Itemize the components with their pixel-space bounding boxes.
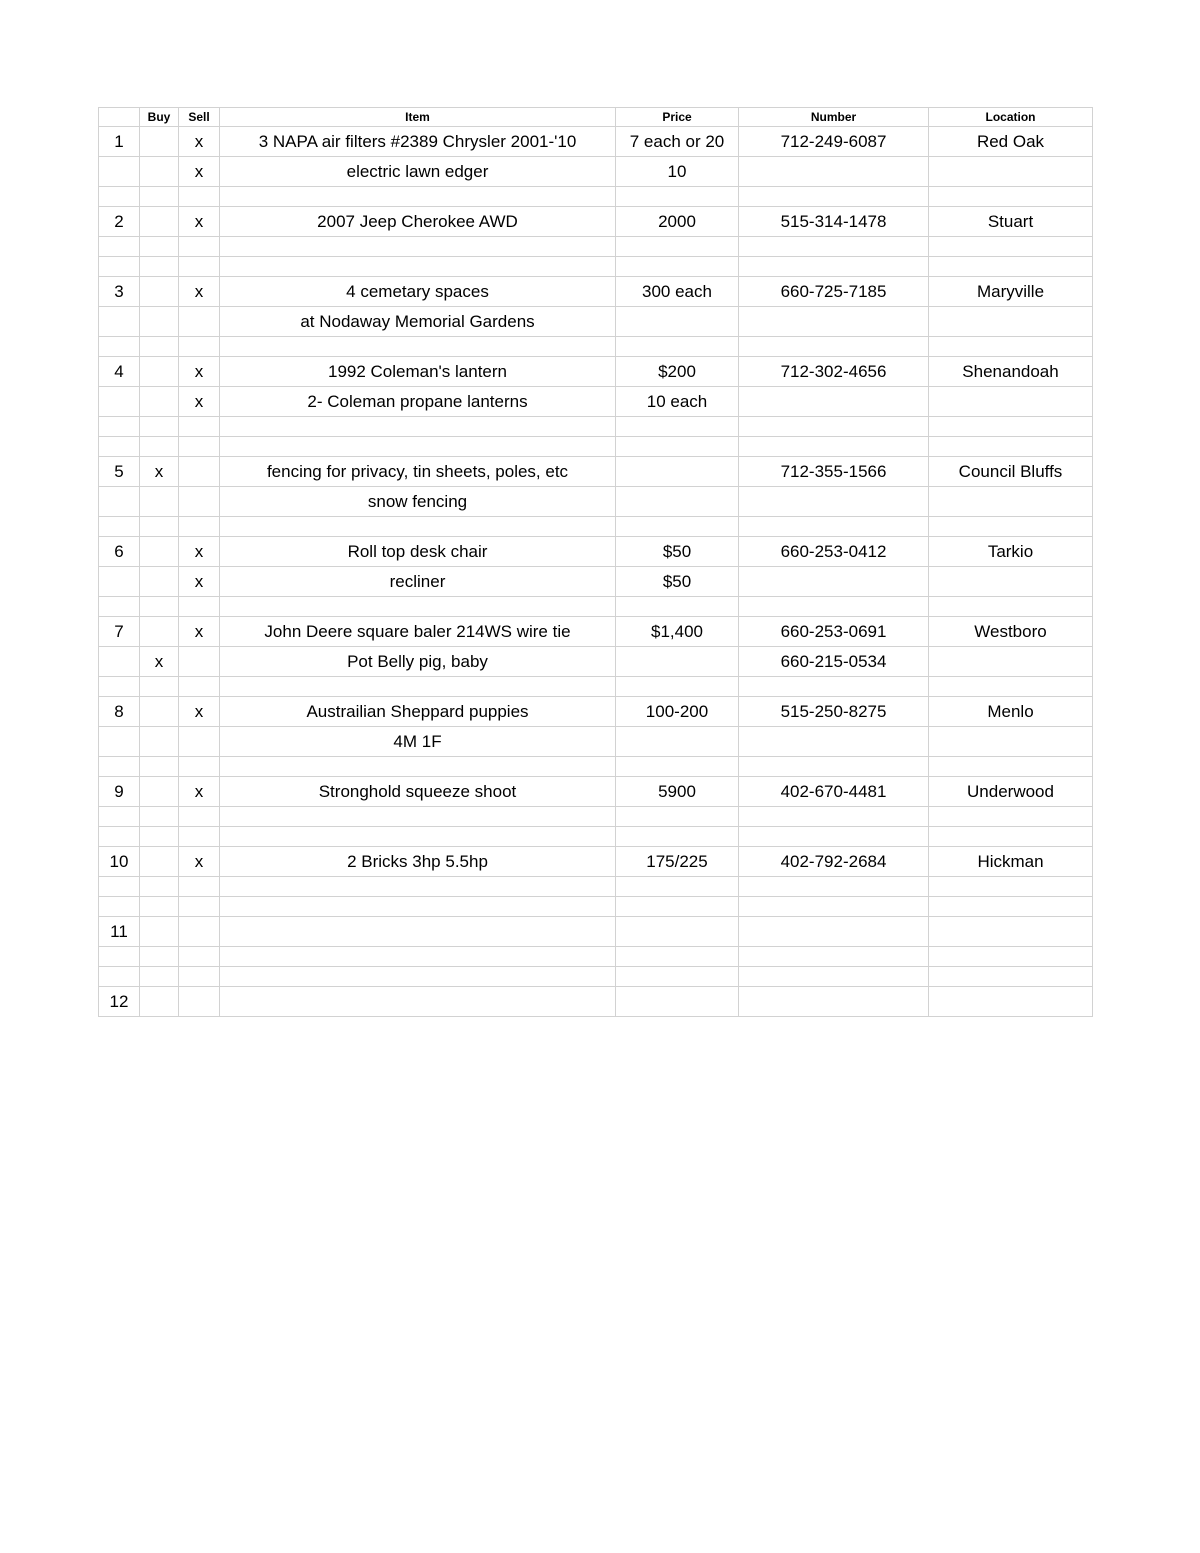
buy-cell [140, 847, 179, 877]
num-cell: 10 [99, 847, 140, 877]
num-cell [99, 487, 140, 517]
location-cell [929, 727, 1093, 757]
number-cell [739, 967, 929, 987]
item-cell: John Deere square baler 214WS wire tie [220, 617, 616, 647]
table-row [99, 387, 1093, 417]
item-cell [220, 437, 616, 457]
sell-cell [179, 457, 220, 487]
item-cell [220, 877, 616, 897]
num-cell [99, 437, 140, 457]
sell-cell [179, 877, 220, 897]
num-cell: 7 [99, 617, 140, 647]
number-cell [739, 727, 929, 757]
table-row [99, 307, 1093, 337]
num-cell: 9 [99, 777, 140, 807]
item-cell: snow fencing [220, 487, 616, 517]
sell-cell: x [179, 387, 220, 417]
table-row [99, 517, 1093, 537]
sell-cell [179, 807, 220, 827]
item-cell [220, 597, 616, 617]
item-cell [220, 257, 616, 277]
num-cell: 6 [99, 537, 140, 567]
table-row [99, 437, 1093, 457]
location-cell [929, 237, 1093, 257]
sell-cell [179, 307, 220, 337]
item-cell: electric lawn edger [220, 157, 616, 187]
buy-cell [140, 517, 179, 537]
item-cell [220, 517, 616, 537]
column-header-buy: Buy [140, 108, 179, 127]
sell-cell: x [179, 127, 220, 157]
location-cell: Westboro [929, 617, 1093, 647]
number-cell [739, 947, 929, 967]
location-cell: Red Oak [929, 127, 1093, 157]
price-cell: $200 [616, 357, 739, 387]
number-cell [739, 437, 929, 457]
sell-cell [179, 437, 220, 457]
table-row [99, 567, 1093, 597]
price-cell [616, 307, 739, 337]
number-cell [739, 417, 929, 437]
item-cell: 2 Bricks 3hp 5.5hp [220, 847, 616, 877]
number-cell [739, 987, 929, 1017]
num-cell: 2 [99, 207, 140, 237]
sell-cell [179, 917, 220, 947]
table-row [99, 877, 1093, 897]
sell-cell [179, 987, 220, 1017]
price-cell [616, 827, 739, 847]
column-header-price: Price [616, 108, 739, 127]
sell-cell [179, 727, 220, 757]
table-row [99, 187, 1093, 207]
number-cell [739, 827, 929, 847]
buy-cell: x [140, 457, 179, 487]
sell-cell [179, 947, 220, 967]
table-row [99, 697, 1093, 727]
price-cell [616, 187, 739, 207]
table-row [99, 277, 1093, 307]
price-cell: 100-200 [616, 697, 739, 727]
buy-cell [140, 827, 179, 847]
number-cell: 712-355-1566 [739, 457, 929, 487]
item-cell: Stronghold squeeze shoot [220, 777, 616, 807]
number-cell: 660-725-7185 [739, 277, 929, 307]
number-cell: 712-249-6087 [739, 127, 929, 157]
location-cell [929, 337, 1093, 357]
item-cell: 4M 1F [220, 727, 616, 757]
table-row [99, 847, 1093, 877]
sell-cell [179, 487, 220, 517]
price-cell [616, 677, 739, 697]
number-cell: 660-253-0412 [739, 537, 929, 567]
location-cell [929, 567, 1093, 597]
buy-cell [140, 807, 179, 827]
price-cell [616, 807, 739, 827]
location-cell [929, 877, 1093, 897]
table-row [99, 807, 1093, 827]
num-cell [99, 307, 140, 337]
location-cell [929, 947, 1093, 967]
sell-cell [179, 897, 220, 917]
table-row [99, 337, 1093, 357]
item-cell: Pot Belly pig, baby [220, 647, 616, 677]
buy-cell [140, 187, 179, 207]
table-row [99, 967, 1093, 987]
column-header-num [99, 108, 140, 127]
location-cell [929, 897, 1093, 917]
number-cell [739, 757, 929, 777]
item-cell [220, 417, 616, 437]
table-row [99, 727, 1093, 757]
buy-cell [140, 967, 179, 987]
location-cell: Tarkio [929, 537, 1093, 567]
price-cell: 7 each or 20 [616, 127, 739, 157]
buy-cell [140, 677, 179, 697]
column-header-item: Item [220, 108, 616, 127]
location-cell [929, 677, 1093, 697]
location-cell [929, 437, 1093, 457]
location-cell [929, 417, 1093, 437]
num-cell [99, 877, 140, 897]
sell-cell: x [179, 357, 220, 387]
price-cell [616, 917, 739, 947]
item-cell [220, 807, 616, 827]
column-header-location: Location [929, 108, 1093, 127]
location-cell [929, 517, 1093, 537]
location-cell [929, 157, 1093, 187]
sell-cell [179, 597, 220, 617]
price-cell: $1,400 [616, 617, 739, 647]
price-cell [616, 877, 739, 897]
buy-cell [140, 897, 179, 917]
num-cell [99, 897, 140, 917]
location-cell [929, 807, 1093, 827]
location-cell [929, 597, 1093, 617]
number-cell: 712-302-4656 [739, 357, 929, 387]
sell-cell [179, 517, 220, 537]
num-cell [99, 257, 140, 277]
sell-cell: x [179, 277, 220, 307]
item-cell: recliner [220, 567, 616, 597]
sell-cell [179, 187, 220, 207]
price-cell [616, 597, 739, 617]
item-cell: 4 cemetary spaces [220, 277, 616, 307]
table-row [99, 237, 1093, 257]
num-cell [99, 187, 140, 207]
buy-cell [140, 257, 179, 277]
location-cell: Underwood [929, 777, 1093, 807]
table-row [99, 897, 1093, 917]
buy-cell [140, 877, 179, 897]
number-cell [739, 807, 929, 827]
price-cell: 175/225 [616, 847, 739, 877]
table-row [99, 207, 1093, 237]
sell-cell: x [179, 847, 220, 877]
item-cell: 2007 Jeep Cherokee AWD [220, 207, 616, 237]
buy-cell [140, 697, 179, 727]
number-cell [739, 877, 929, 897]
buy-cell [140, 417, 179, 437]
location-cell: Menlo [929, 697, 1093, 727]
location-cell [929, 917, 1093, 947]
table-row [99, 677, 1093, 697]
price-cell [616, 967, 739, 987]
number-cell: 402-792-2684 [739, 847, 929, 877]
item-cell [220, 757, 616, 777]
num-cell [99, 597, 140, 617]
number-cell: 660-253-0691 [739, 617, 929, 647]
item-cell: Austrailian Sheppard puppies [220, 697, 616, 727]
table-row [99, 457, 1093, 487]
num-cell: 12 [99, 987, 140, 1017]
buy-cell [140, 487, 179, 517]
price-cell [616, 417, 739, 437]
num-cell [99, 757, 140, 777]
location-cell [929, 307, 1093, 337]
num-cell [99, 967, 140, 987]
num-cell [99, 727, 140, 757]
sell-cell: x [179, 157, 220, 187]
sell-cell [179, 967, 220, 987]
number-cell [739, 897, 929, 917]
sell-cell [179, 827, 220, 847]
num-cell [99, 237, 140, 257]
number-cell [739, 517, 929, 537]
sell-cell: x [179, 777, 220, 807]
sell-cell: x [179, 617, 220, 647]
buy-cell [140, 307, 179, 337]
buy-cell [140, 777, 179, 807]
buy-cell [140, 277, 179, 307]
buy-cell [140, 727, 179, 757]
num-cell [99, 417, 140, 437]
buy-cell [140, 387, 179, 417]
price-cell: 300 each [616, 277, 739, 307]
price-cell [616, 237, 739, 257]
table-row [99, 917, 1093, 947]
location-cell [929, 987, 1093, 1017]
price-cell: 2000 [616, 207, 739, 237]
buy-cell [140, 567, 179, 597]
num-cell [99, 157, 140, 187]
number-cell [739, 337, 929, 357]
item-cell: 2- Coleman propane lanterns [220, 387, 616, 417]
table-row [99, 487, 1093, 517]
num-cell [99, 337, 140, 357]
location-cell [929, 487, 1093, 517]
sell-cell: x [179, 567, 220, 597]
price-cell: 5900 [616, 777, 739, 807]
location-cell [929, 827, 1093, 847]
item-cell: fencing for privacy, tin sheets, poles, etc [220, 457, 616, 487]
buy-cell [140, 337, 179, 357]
location-cell: Maryville [929, 277, 1093, 307]
item-cell [220, 897, 616, 917]
item-cell: 3 NAPA air filters #2389 Chrysler 2001-'10 [220, 127, 616, 157]
num-cell: 4 [99, 357, 140, 387]
number-cell: 515-314-1478 [739, 207, 929, 237]
table-row [99, 157, 1093, 187]
buy-cell [140, 157, 179, 187]
item-cell [220, 947, 616, 967]
table-row [99, 777, 1093, 807]
item-cell [220, 967, 616, 987]
sell-cell [179, 417, 220, 437]
column-header-sell: Sell [179, 108, 220, 127]
price-cell: $50 [616, 567, 739, 597]
price-cell [616, 517, 739, 537]
num-cell [99, 677, 140, 697]
number-cell [739, 567, 929, 597]
price-cell [616, 257, 739, 277]
buy-cell [140, 917, 179, 947]
num-cell: 3 [99, 277, 140, 307]
table-row [99, 597, 1093, 617]
num-cell [99, 647, 140, 677]
price-cell [616, 437, 739, 457]
number-cell [739, 387, 929, 417]
buy-cell [140, 757, 179, 777]
price-cell [616, 457, 739, 487]
sell-cell: x [179, 697, 220, 727]
price-cell: 10 each [616, 387, 739, 417]
item-cell [220, 677, 616, 697]
price-cell [616, 647, 739, 677]
table-row [99, 257, 1093, 277]
price-cell: 10 [616, 157, 739, 187]
table-row [99, 127, 1093, 157]
price-cell [616, 757, 739, 777]
item-cell [220, 827, 616, 847]
table-row [99, 947, 1093, 967]
location-cell [929, 187, 1093, 207]
table-row [99, 757, 1093, 777]
column-header-number: Number [739, 108, 929, 127]
sell-cell [179, 257, 220, 277]
item-cell [220, 337, 616, 357]
table-row [99, 357, 1093, 387]
price-cell [616, 897, 739, 917]
number-cell: 515-250-8275 [739, 697, 929, 727]
sell-cell [179, 677, 220, 697]
num-cell [99, 827, 140, 847]
number-cell: 402-670-4481 [739, 777, 929, 807]
table-row [99, 647, 1093, 677]
num-cell: 11 [99, 917, 140, 947]
sell-cell [179, 647, 220, 677]
number-cell [739, 157, 929, 187]
location-cell: Hickman [929, 847, 1093, 877]
buy-cell [140, 987, 179, 1017]
number-cell: 660-215-0534 [739, 647, 929, 677]
num-cell [99, 387, 140, 417]
table-row [99, 537, 1093, 567]
classifieds-table [98, 107, 1093, 1017]
sell-cell [179, 757, 220, 777]
price-cell [616, 337, 739, 357]
location-cell [929, 967, 1093, 987]
buy-cell [140, 237, 179, 257]
table-row [99, 417, 1093, 437]
buy-cell [140, 207, 179, 237]
sell-cell: x [179, 207, 220, 237]
price-cell [616, 987, 739, 1017]
number-cell [739, 187, 929, 207]
location-cell [929, 757, 1093, 777]
item-cell [220, 187, 616, 207]
item-cell: at Nodaway Memorial Gardens [220, 307, 616, 337]
number-cell [739, 487, 929, 517]
location-cell: Shenandoah [929, 357, 1093, 387]
num-cell [99, 517, 140, 537]
item-cell [220, 917, 616, 947]
sell-cell [179, 237, 220, 257]
number-cell [739, 237, 929, 257]
number-cell [739, 677, 929, 697]
buy-cell [140, 947, 179, 967]
buy-cell: x [140, 647, 179, 677]
table-row [99, 617, 1093, 647]
price-cell: $50 [616, 537, 739, 567]
num-cell [99, 567, 140, 597]
buy-cell [140, 437, 179, 457]
item-cell [220, 237, 616, 257]
number-cell [739, 257, 929, 277]
buy-cell [140, 357, 179, 387]
item-cell [220, 987, 616, 1017]
num-cell [99, 947, 140, 967]
price-cell [616, 727, 739, 757]
sell-cell: x [179, 537, 220, 567]
buy-cell [140, 597, 179, 617]
location-cell [929, 387, 1093, 417]
number-cell [739, 597, 929, 617]
number-cell [739, 917, 929, 947]
location-cell [929, 257, 1093, 277]
location-cell: Stuart [929, 207, 1093, 237]
item-cell: Roll top desk chair [220, 537, 616, 567]
item-cell: 1992 Coleman's lantern [220, 357, 616, 387]
buy-cell [140, 617, 179, 647]
column-header-row [99, 108, 1093, 127]
buy-cell [140, 127, 179, 157]
number-cell [739, 307, 929, 337]
num-cell: 1 [99, 127, 140, 157]
buy-cell [140, 537, 179, 567]
location-cell: Council Bluffs [929, 457, 1093, 487]
num-cell: 5 [99, 457, 140, 487]
price-cell [616, 487, 739, 517]
sell-cell [179, 337, 220, 357]
location-cell [929, 647, 1093, 677]
num-cell: 8 [99, 697, 140, 727]
num-cell [99, 807, 140, 827]
price-cell [616, 947, 739, 967]
table-row [99, 987, 1093, 1017]
table-row [99, 827, 1093, 847]
